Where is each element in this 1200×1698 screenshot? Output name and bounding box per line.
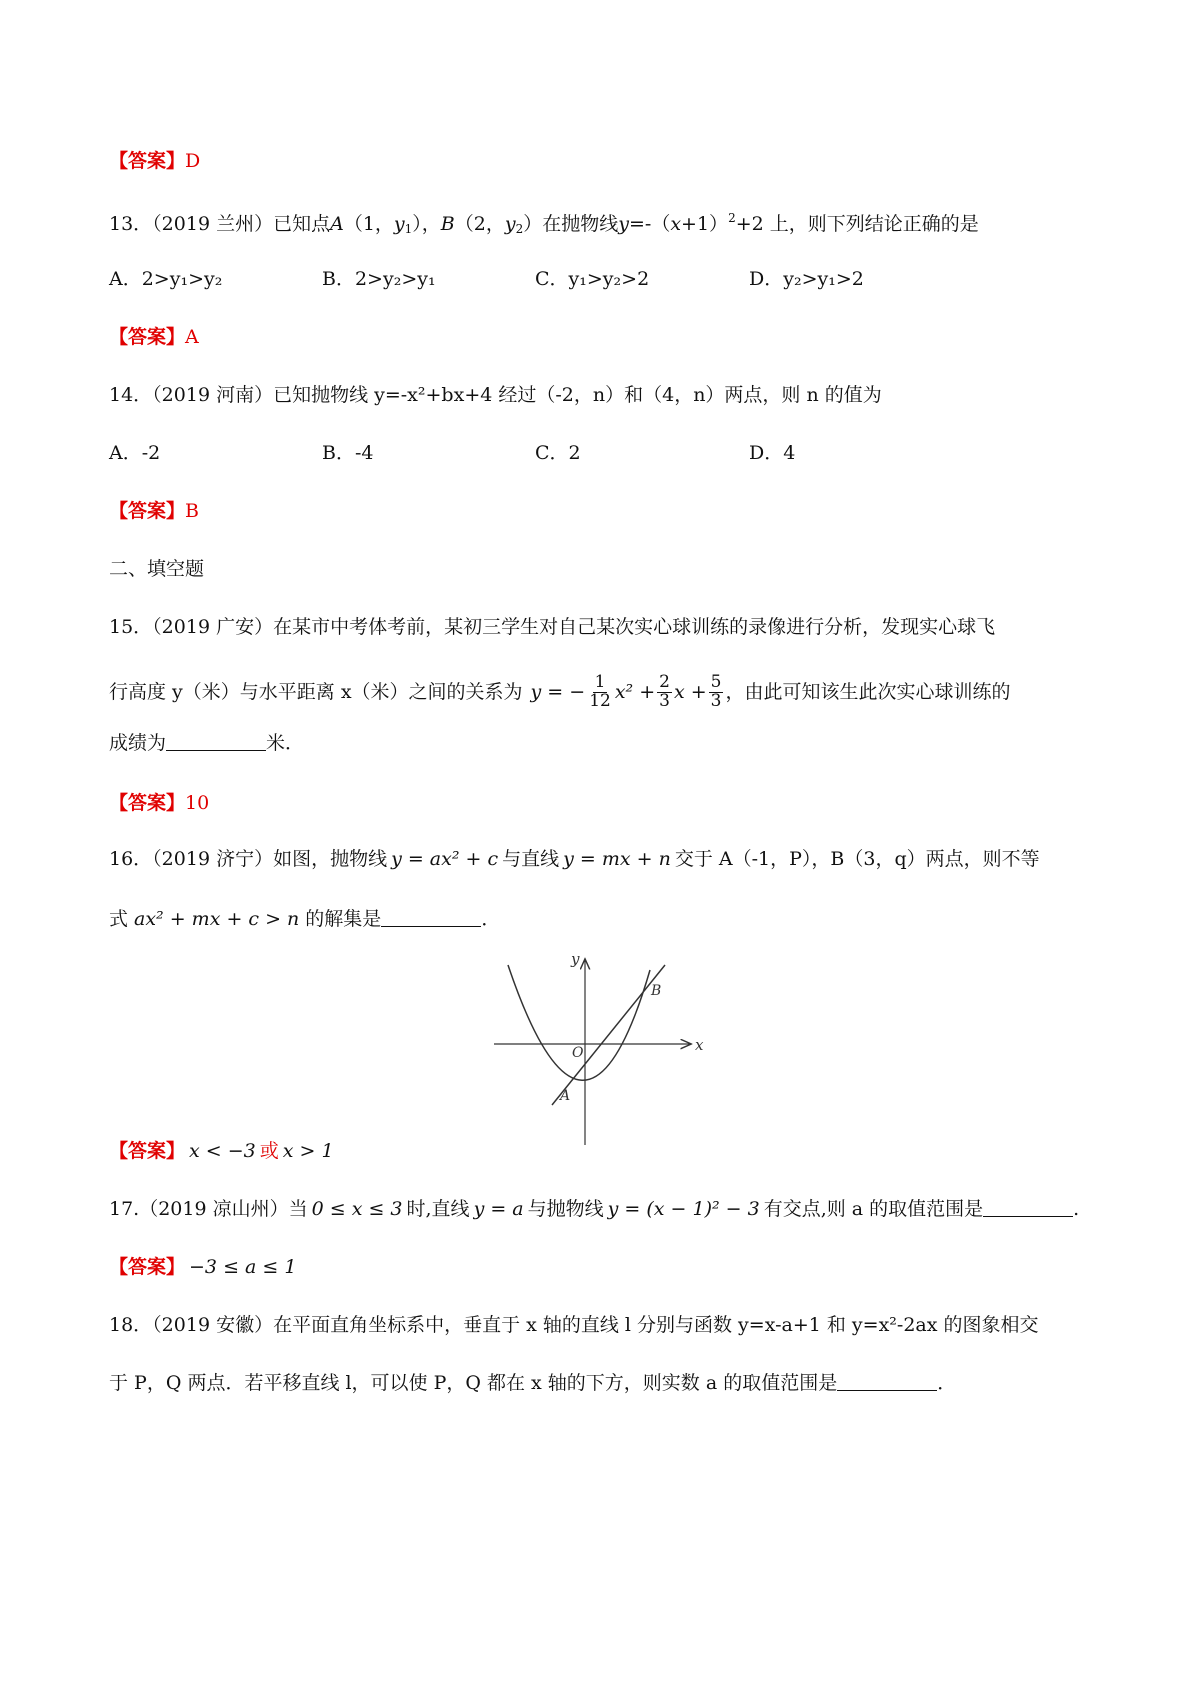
q17-eq-line: y = a xyxy=(473,1198,524,1220)
frac-num: 1 xyxy=(594,671,606,692)
question-18-line-2 xyxy=(109,1374,956,1393)
q13-point-a: A xyxy=(330,213,344,235)
q13-sub-2: 2 xyxy=(515,222,524,236)
q13-rest: +1） xyxy=(681,213,729,235)
answer-13 xyxy=(109,328,199,347)
q13-point-a-coord: （1， xyxy=(343,213,394,235)
q16-eq-line: y = mx + n xyxy=(563,848,671,870)
answer-or: 或 xyxy=(259,1140,279,1162)
q13-close2: ）在抛物线 xyxy=(523,213,619,235)
q15-fraction-1 xyxy=(587,671,613,711)
x-axis-label: x xyxy=(695,1036,704,1054)
answer-label: 【答案】 xyxy=(109,792,186,814)
q13-option-a: A．2>y₁>y₂ xyxy=(109,268,223,290)
q15-text-a: 行高度 y（米）与水平距离 x（米）之间的关系为 xyxy=(109,680,523,703)
question-14: 14．（2019 河南）已知抛物线 y=-x²+bx+4 经过（-2，n）和（4，n）两点，则 n 的值为 xyxy=(109,384,882,406)
question-17 xyxy=(109,1200,1079,1219)
answer-blank[interactable] xyxy=(837,1376,937,1391)
q16-text-a: 16．（2019 济宁）如图，抛物线 xyxy=(109,848,388,870)
answer-value-1: x < −3 xyxy=(189,1140,256,1162)
q17-text-b: 时,直线 xyxy=(406,1198,470,1220)
q14-option-a: A．-2 xyxy=(109,442,161,464)
question-15-line-3 xyxy=(109,734,304,753)
answer-12 xyxy=(109,152,200,171)
answer-label: 【答案】 xyxy=(109,1256,186,1278)
answer-value: B xyxy=(185,500,199,522)
answer-value: A xyxy=(185,326,199,348)
q18-text-a: 于 P，Q 两点．若平移直线 l，可以使 P，Q 都在 x 轴的下方，则实数 a 的取值范围是 xyxy=(109,1372,838,1394)
question-14-options xyxy=(109,444,1009,466)
question-16-line-1 xyxy=(109,850,1040,869)
q16-text-f: ． xyxy=(481,908,501,930)
frac-den: 3 xyxy=(710,690,722,711)
q17-text-c: 与抛物线 xyxy=(527,1198,604,1220)
q13-option-c: C．y₁>y₂>2 xyxy=(535,268,650,290)
question-13-options xyxy=(109,270,1009,292)
q13-sub-1: 1 xyxy=(404,222,413,236)
point-b-label: B xyxy=(651,983,662,999)
q13-tail: +2 上，则下列结论正确的是 xyxy=(735,213,979,235)
q16-text-d: 式 xyxy=(109,908,129,930)
question-18-line-1: 18．（2019 安徽）在平面直角坐标系中，垂直于 x 轴的直线 l 分别与函数 y=x-a+1 和 y=x²-2ax 的图象相交 xyxy=(109,1314,1039,1336)
answer-14 xyxy=(109,502,199,521)
q16-eq-inequality: ax² + mx + c > n xyxy=(134,908,300,930)
answer-value: −3 ≤ a ≤ 1 xyxy=(189,1256,297,1278)
q15-fraction-3 xyxy=(709,671,724,711)
parabola-curve xyxy=(508,965,650,1080)
q13-expr: =-（ xyxy=(628,213,671,235)
q15-fraction-2 xyxy=(657,671,672,711)
q15-eq-mid1: x² + xyxy=(614,680,656,703)
answer-label: 【答案】 xyxy=(109,150,186,172)
y-axis-label: y xyxy=(571,950,580,968)
q17-text-a: 17.（2019 凉山州）当 xyxy=(109,1198,308,1220)
q16-eq-parabola: y = ax² + c xyxy=(391,848,499,870)
answer-15 xyxy=(109,794,209,813)
frac-den: 12 xyxy=(589,690,611,711)
point-a-label: A xyxy=(560,1088,571,1104)
frac-den: 3 xyxy=(659,690,670,711)
question-15-line-1: 15．（2019 广安）在某市中考体考前，某初三学生对自己某次实心球训练的录像进行分析，发现实心球飞 xyxy=(109,616,996,638)
q14-option-d: D．4 xyxy=(749,442,796,464)
q15-text-d: 米． xyxy=(266,732,305,754)
q18-text-b: ． xyxy=(937,1372,957,1394)
q13-x: x xyxy=(670,213,682,235)
answer-blank[interactable] xyxy=(381,912,481,927)
frac-num: 5 xyxy=(710,671,722,692)
q15-text-c: 成绩为 xyxy=(109,732,167,754)
q16-text-e: 的解集是 xyxy=(305,908,382,930)
q13-parabola-y: y xyxy=(618,213,629,235)
straight-line xyxy=(552,965,665,1105)
q16-text-b: 与直线 xyxy=(502,848,560,870)
q17-condition: 0 ≤ x ≤ 3 xyxy=(311,1198,403,1220)
q13-point-b: B xyxy=(440,213,455,235)
q13-square: 2 xyxy=(728,211,736,225)
origin-label: O xyxy=(572,1045,584,1061)
q13-option-b: B．2>y₂>y₁ xyxy=(322,268,436,290)
question-13 xyxy=(109,212,979,235)
q13-point-b-coord: （2， xyxy=(454,213,505,235)
answer-label: 【答案】 xyxy=(109,326,186,348)
q16-text-c: 交于 A（-1，P），B（3，q）两点，则不等 xyxy=(674,848,1040,870)
q16-figure xyxy=(490,950,720,1150)
answer-16 xyxy=(109,1142,334,1161)
q17-eq-parabola: y = (x − 1)² − 3 xyxy=(607,1198,760,1220)
answer-value-2: x > 1 xyxy=(282,1140,334,1162)
q13-close1: ）， xyxy=(412,213,441,235)
answer-blank[interactable] xyxy=(983,1202,1073,1217)
q15-eq-mid2: x + xyxy=(673,680,707,703)
q14-option-b: B．-4 xyxy=(322,442,374,464)
question-15-line-2 xyxy=(109,662,1010,722)
answer-value: 10 xyxy=(185,792,210,814)
q17-text-e: . xyxy=(1073,1198,1080,1220)
answer-label: 【答案】 xyxy=(109,500,186,522)
section-heading: 二、填空题 xyxy=(109,558,205,580)
answer-label: 【答案】 xyxy=(109,1140,186,1162)
answer-blank[interactable] xyxy=(166,736,266,751)
answer-value: D xyxy=(185,150,201,172)
q14-option-c: C．2 xyxy=(535,442,581,464)
answer-17 xyxy=(109,1258,296,1277)
q13-option-d: D．y₂>y₁>2 xyxy=(749,268,864,290)
frac-num: 2 xyxy=(659,671,670,692)
q17-text-d: 有交点,则 a 的取值范围是 xyxy=(763,1198,984,1220)
q13-y2: y xyxy=(504,213,516,235)
q15-text-b: ，由此可知该生此次实心球训练的 xyxy=(725,680,1011,703)
q13-y1: y xyxy=(393,213,405,235)
q15-eq-start: y = − xyxy=(530,680,586,703)
question-16-line-2 xyxy=(109,910,500,929)
q13-prefix: 13．（2019 兰州）已知点 xyxy=(109,213,331,235)
